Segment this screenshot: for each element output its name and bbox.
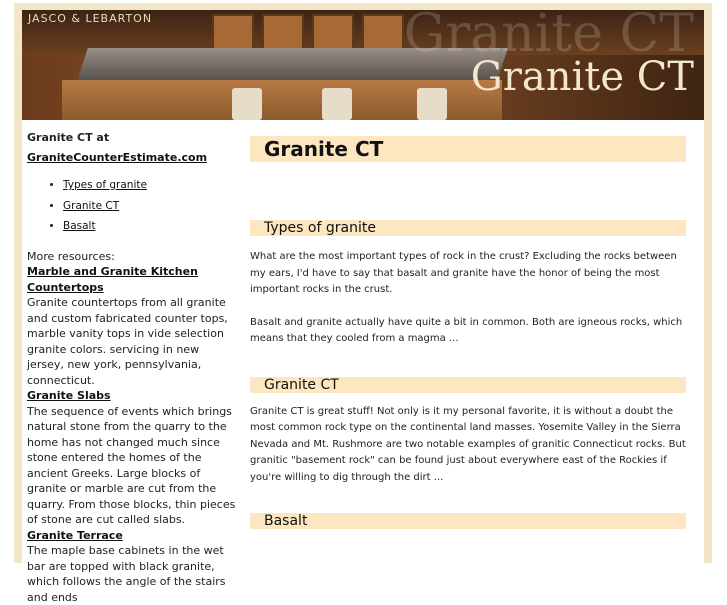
banner-title: Granite CT [470, 54, 694, 100]
section-paragraph: Granite CT is great stuff! Not only is it my personal favorite, it is without a doubt the most common rock type on the continental land masses. Yosemite Valley in the Sierra Nevada and Mt. Rushmore are two notable examples of granitic Connecticut rocks. But granitic "basement rock" can be found just about everywhere east of the Rockies if you're willing to dig through the dirt ... [250, 405, 686, 483]
site-link[interactable]: GraniteCounterEstimate.com [27, 151, 208, 164]
resource-link-countertops[interactable]: Marble and Granite Kitchen Countertops [27, 265, 198, 294]
page [22, 10, 704, 604]
section-heading-basalt: Basalt [250, 513, 686, 529]
section-paragraph: What are the most important types of rock in the crust? Excluding the rocks between my ears, I'd have to say that basalt and granite have the honor of being the most important rocks in the crust. [250, 251, 677, 295]
resource-link-terrace[interactable]: Granite Terrace [27, 528, 123, 542]
resource-description: The sequence of events which brings natural stone from the quarry to the home has not changed much since stone entered the homes of the ancient Greeks. Large blocks of granite or marble are cut from the quarry. From those blocks, thin pieces of stone are cut called slabs. [27, 404, 236, 526]
nav-link-granite-ct[interactable]: Granite CT [63, 199, 120, 212]
nav-link-basalt[interactable]: Basalt [63, 220, 96, 232]
resource-description: The maple base cabinets in the wet bar are topped with black granite, which follows the angle of the stairs and ends [27, 544, 226, 604]
section-paragraph: Basalt and granite actually have quite a bit in common. Both are igneous rocks, which means that they cooled from a magma ... [250, 316, 683, 344]
section-heading-types: Types of granite [250, 220, 686, 236]
sidebar [27, 125, 239, 605]
nav-link-types-of-granite[interactable]: Types of granite [63, 179, 147, 191]
sidebar-heading [27, 128, 239, 168]
banner-stool [322, 88, 352, 120]
more-resources-label: More resources: [27, 249, 115, 263]
section-heading-granite-ct: Granite CT [250, 377, 686, 393]
page-title: Granite CT [250, 136, 686, 162]
sidebar-nav-item [63, 199, 239, 215]
banner-stool [417, 88, 447, 120]
banner-logo: JASCO & LEBARTON [28, 12, 153, 25]
sidebar-nav-item [63, 219, 239, 235]
resource-link-slabs[interactable]: Granite Slabs [27, 389, 111, 402]
banner-ghost-title: Granite CT [403, 10, 694, 64]
sidebar-heading-text: Granite CT at [27, 131, 110, 144]
header-banner [22, 10, 704, 120]
resource-description: Granite countertops from all granite and custom fabricated counter tops, marble vanity tops in vide selection granite colors. servicing in new jersey, new york, pennsylvania, connecticut. [27, 296, 228, 387]
sidebar-nav [27, 178, 239, 235]
sidebar-nav-item [63, 178, 239, 194]
banner-stool [232, 88, 262, 120]
main-content [250, 136, 686, 529]
